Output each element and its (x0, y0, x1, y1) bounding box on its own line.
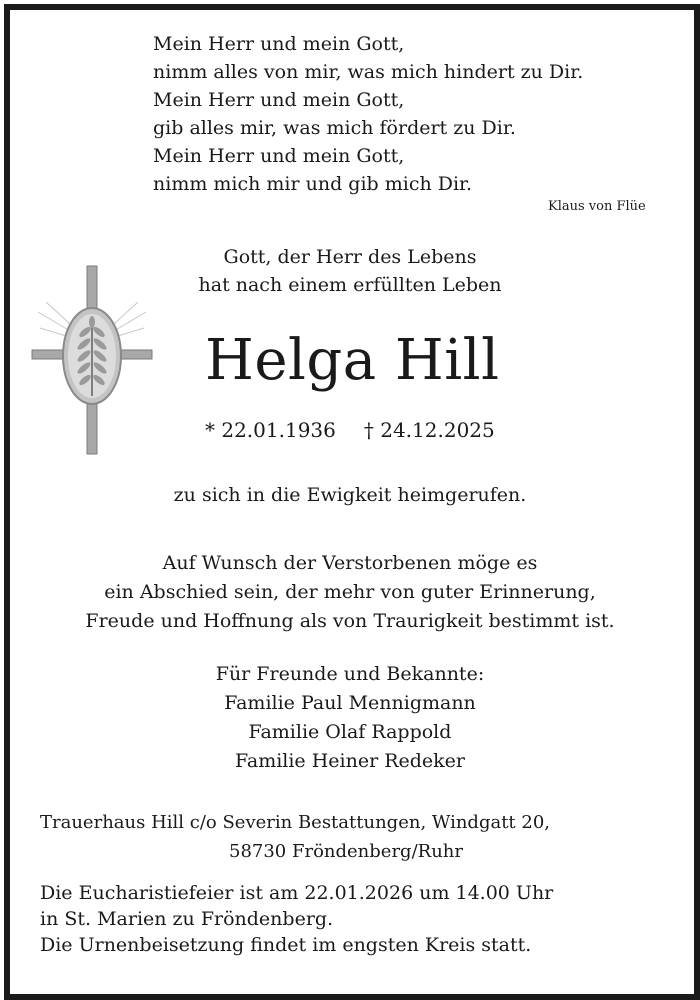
service-line: Die Urnenbeisetzung findet im engsten Kreis statt. (40, 934, 532, 956)
poem-line: Mein Herr und mein Gott, (153, 33, 405, 55)
life-dates (205, 418, 495, 442)
intro-line: Gott, der Herr des Lebens (223, 246, 477, 268)
poem (153, 30, 583, 198)
deceased-name: Helga Hill (205, 328, 500, 393)
mourner-family: Familie Olaf Rappold (248, 721, 452, 743)
poem-author: Klaus von Flüe (548, 199, 646, 214)
mourner-family: Familie Heiner Redeker (234, 750, 466, 772)
wish-line: Auf Wunsch der Verstorbenen möge es (162, 552, 538, 574)
called-home-text: zu sich in die Ewigkeit heimgerufen. (173, 484, 527, 506)
service-info (40, 880, 553, 958)
poem-line: gib alles mir, was mich fördert zu Dir. (153, 117, 516, 139)
poem-line: nimm alles von mir, was mich hindert zu Dir. (153, 61, 584, 83)
wish-line: ein Abschied sein, der mehr von guter Erinnerung, (104, 581, 596, 603)
address-line: 58730 Fröndenberg/Ruhr (229, 841, 463, 862)
service-line: in St. Marien zu Fröndenberg. (40, 908, 334, 930)
service-line: Die Eucharistiefeier ist am 22.01.2026 um 14.00 Uhr (40, 882, 554, 904)
mourners-heading: Für Freunde und Bekannte: (215, 663, 485, 685)
poem-line: nimm mich mir und gib mich Dir. (153, 173, 473, 195)
wish-text (0, 549, 700, 636)
poem-line: Mein Herr und mein Gott, (153, 89, 405, 111)
birth-date: * 22.01.1936 (205, 418, 336, 442)
poem-line: Mein Herr und mein Gott, (153, 145, 405, 167)
mourner-family: Familie Paul Mennigmann (224, 692, 476, 714)
death-date: † 24.12.2025 (363, 418, 495, 442)
address-line: Trauerhaus Hill c/o Severin Bestattungen, Windgatt 20, (40, 812, 551, 833)
mourners-block (0, 660, 700, 776)
wish-line: Freude und Hoffnung als von Traurigkeit bestimmt ist. (85, 610, 615, 632)
cross-with-wheat-icon (28, 262, 156, 458)
intro-line: hat nach einem erfüllten Leben (198, 274, 502, 296)
